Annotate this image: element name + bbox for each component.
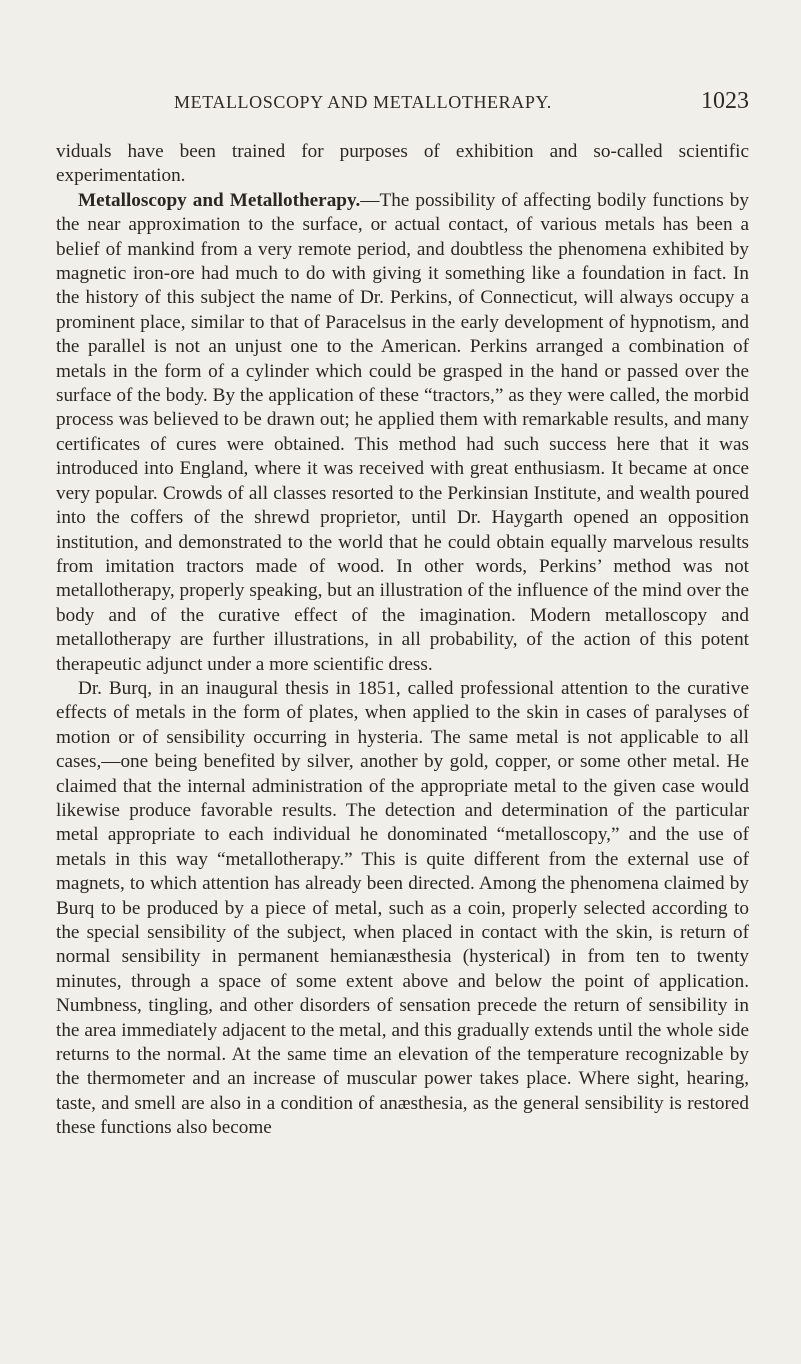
continuation-paragraph: viduals have been trained for purposes of exhibition and so-called scientific experimentation.: [56, 141, 749, 187]
burq-paragraph: Dr. Burq, in an inaugural thesis in 1851, called professional attention to the curative effects of metals in the form of plates, when applied to the skin in cases of paralyses of motion or of sensibility occurring in hysteria. The same metal is not applicable to all cases,—one being benefited by silver, another by gold, copper, or some other metal. He claimed that the internal administration of the appropriate metal to the given case would likewise produce favorable results. The detection and determination of the particular metal appropriate to each individual he donominated “metalloscopy,” and the use of metals in this way “metallotherapy.” This is quite different from the external use of magnets, to which attention has already been directed. Among the phenomena claimed by Burq to be produced by a piece of metal, such as a coin, properly selected according to the special sensibility of the subject, when placed in contact with the skin, is return of normal sensibility in permanent hemianæsthesia (hysterical) in from ten to twenty minutes, through a space of some extent above and below the point of application. Numbness, tingling, and other disorders of sensation precede the return of sensibility in the area immediately adjacent to the metal, and this gradually extends until the whole side returns to the normal. At the same time an elevation of the temperature recognizable by the thermometer and an increase of muscular power takes place. Where sight, hearing, taste, and smell are also in a condition of anæsthesia, as the general sensibility is restored these functions also become: [56, 677, 749, 1139]
page-number: 1023: [701, 88, 749, 114]
metallotherapy-paragraph: [56, 189, 749, 677]
body-text: [56, 140, 749, 1141]
paragraph-text-1: —The possibility of affecting bodily functions by the near approximation to the surface, or actual contact, of various metals has been a belief of mankind from a very remote period, and doubtless the phenomena exhibited by magnetic iron-ore had much to do with giving it something like a foundation in fact. In the history of this subject the name of Dr. Perkins, of Connecticut, will always occupy a prominent place, similar to that of Paracelsus in the early development of hypnotism, and the parallel is not an unjust one to the American. Perkins arranged a combination of metals in the form of a cylinder which could be grasped in the hand or passed over the surface of the body. By the application of these “tractors,” as they were called, the morbid process was believed to be drawn out; he applied them with remarkable results, and many certificates of cures were obtained. This method had such success here that it was introduced into England, where it was received with great enthusiasm. It became at once very popular. Crowds of all classes resorted to the Perkinsian Institute, and wealth poured into the coffers of the shrewd proprietor, until Dr. Haygarth opened an opposition institution, and demonstrated to the world that he could obtain equally marvelous results from imitation tractors made of wood. In other words, Perkins’ method was not metallotherapy, properly speaking, but an illustration of the influence of the mind over the body and of the curative effect of the imagination. Modern metalloscopy and metallotherapy are further illustrations, in all probability, of the action of this potent therapeutic adjunct under a more scientific dress.: [56, 189, 749, 675]
running-header: [56, 88, 749, 118]
running-title: METALLOSCOPY AND METALLOTHERAPY.: [174, 92, 552, 112]
section-heading: Metalloscopy and Metallotherapy.: [78, 189, 361, 211]
